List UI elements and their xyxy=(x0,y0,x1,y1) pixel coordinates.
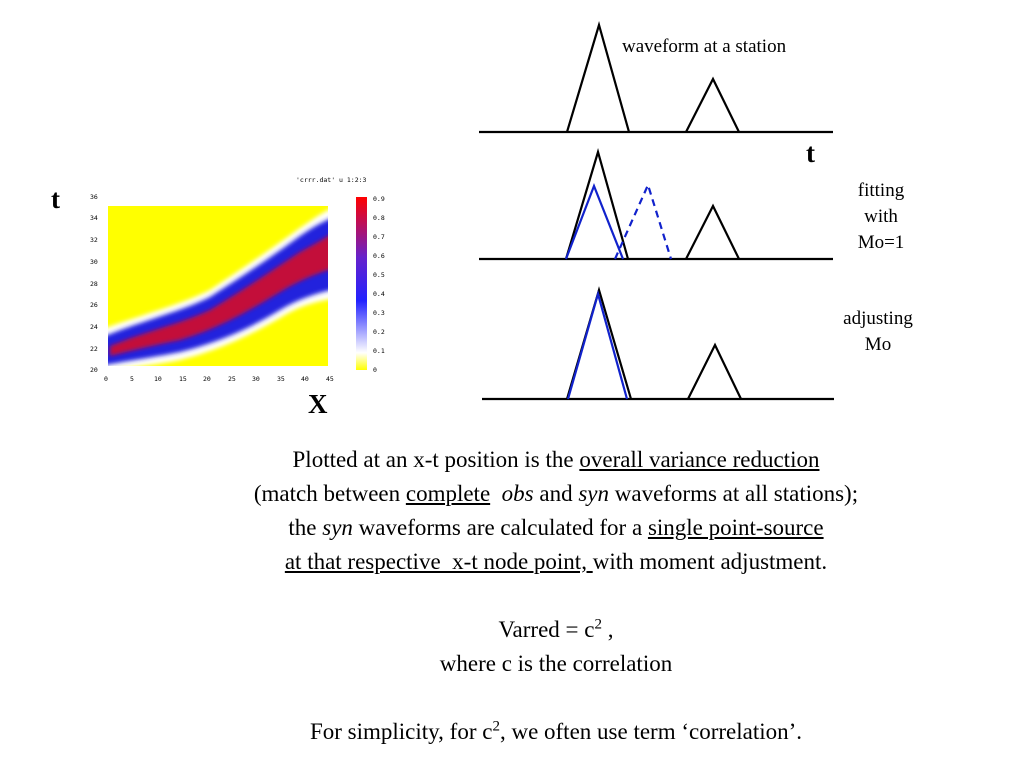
caption-italic: obs xyxy=(501,481,534,506)
waveform-panels xyxy=(479,25,834,399)
x-tick-label: 45 xyxy=(326,375,334,383)
caption-text xyxy=(490,481,502,506)
fitting-panel xyxy=(479,152,833,259)
caption-underlined: complete xyxy=(405,481,491,506)
observed-pulse-large xyxy=(567,25,629,132)
y-tick-label: 24 xyxy=(90,323,98,331)
colorbar-tick-label: 0.2 xyxy=(373,328,385,336)
y-tick-labels xyxy=(90,193,98,374)
caption-text: For simplicity, for c xyxy=(309,719,493,744)
x-tick-label: 35 xyxy=(277,375,285,383)
caption-line-4 xyxy=(150,545,962,579)
caption-formula xyxy=(150,613,962,647)
caption-text: (match between xyxy=(253,481,406,506)
caption-line-1 xyxy=(150,443,962,477)
y-tick-label: 26 xyxy=(90,301,98,309)
x-tick-label: 40 xyxy=(301,375,309,383)
fitting-label-line: fitting xyxy=(857,180,905,201)
adjusting-label-line: Mo xyxy=(864,334,892,355)
x-tick-label: 15 xyxy=(179,375,187,383)
y-tick-label: 32 xyxy=(90,236,98,244)
caption-italic: syn xyxy=(322,515,353,540)
fitting-label-line: with xyxy=(864,206,898,227)
caption-spacer xyxy=(150,579,962,613)
y-tick-label: 22 xyxy=(90,345,98,353)
caption-underlined: at that respective x-t node point, xyxy=(284,549,593,574)
adjusting-panel xyxy=(482,290,834,399)
y-tick-label: 36 xyxy=(90,193,98,201)
caption-line-2 xyxy=(150,477,962,511)
caption-text: waveforms at all stations); xyxy=(609,481,859,506)
colorbar-tick-label: 0.4 xyxy=(373,290,385,298)
colorbar-tick-label: 0.5 xyxy=(373,271,385,279)
caption-simplicity-note xyxy=(150,715,962,749)
fitting-label-line: Mo=1 xyxy=(857,232,905,253)
caption-text: , we often use term ‘correlation’. xyxy=(499,719,803,744)
waveform-station-label: waveform at a station xyxy=(622,36,787,57)
explanation-text xyxy=(150,443,962,749)
caption-line-3 xyxy=(150,511,962,545)
x-tick-labels xyxy=(104,375,334,383)
fitting-label xyxy=(846,178,916,256)
caption-underlined: overall variance reduction xyxy=(579,447,820,472)
y-tick-label: 28 xyxy=(90,280,98,288)
colorbar-tick-label: 0.3 xyxy=(373,309,385,317)
y-tick-label: 30 xyxy=(90,258,98,266)
colorbar-tick-label: 0.7 xyxy=(373,233,385,241)
synthetic-pulse-adjusted xyxy=(568,294,627,399)
adjusting-label xyxy=(830,306,926,358)
caption-italic: syn xyxy=(578,481,609,506)
colorbar-tick-label: 0 xyxy=(373,366,377,374)
x-tick-label: 30 xyxy=(252,375,260,383)
correlation-heatmap xyxy=(51,176,385,419)
heatmap-field xyxy=(100,205,340,372)
observed-pulse-small xyxy=(688,345,741,399)
x-tick-label: 10 xyxy=(154,375,162,383)
caption-text: Plotted at an x-t position is the xyxy=(292,447,580,472)
caption-text: and xyxy=(533,481,579,506)
colorbar-tick-label: 0.9 xyxy=(373,195,385,203)
x-tick-label: 20 xyxy=(203,375,211,383)
observed-pulse-large xyxy=(566,152,628,259)
adjusting-label-line: adjusting xyxy=(843,308,913,329)
observed-pulse-small xyxy=(686,79,739,132)
colorbar-tick-label: 0.8 xyxy=(373,214,385,222)
y-tick-label: 34 xyxy=(90,214,98,222)
time-axis-label: t xyxy=(806,138,815,168)
caption-spacer xyxy=(150,681,962,715)
plot-legend-key: 'crrr.dat' u 1:2:3 xyxy=(296,176,367,184)
caption-text: Varred = c xyxy=(498,617,595,642)
caption-text: waveforms are calculated for a xyxy=(352,515,648,540)
caption-underlined: single point-source xyxy=(647,515,824,540)
t-axis-label: t xyxy=(51,184,60,214)
observed-pulse-small xyxy=(686,206,739,259)
caption-text: the xyxy=(288,515,323,540)
synthetic-pulse xyxy=(566,186,623,259)
x-axis-label: X xyxy=(308,389,328,419)
caption-text: with moment adjustment. xyxy=(592,549,828,574)
caption-superscript: 2 xyxy=(594,616,602,633)
caption-text: , xyxy=(601,617,614,642)
caption-superscript: 2 xyxy=(492,718,500,735)
x-tick-label: 25 xyxy=(228,375,236,383)
synthetic-pulse-shifted xyxy=(615,185,671,259)
colorbar-tick-label: 0.6 xyxy=(373,252,385,260)
caption-formula-note: where c is the correlation xyxy=(439,651,673,676)
y-tick-label: 20 xyxy=(90,366,98,374)
colorbar-tick-label: 0.1 xyxy=(373,347,385,355)
colorbar xyxy=(356,197,367,370)
colorbar-tick-labels xyxy=(373,195,385,374)
x-tick-label: 0 xyxy=(104,375,108,383)
x-tick-label: 5 xyxy=(130,375,134,383)
